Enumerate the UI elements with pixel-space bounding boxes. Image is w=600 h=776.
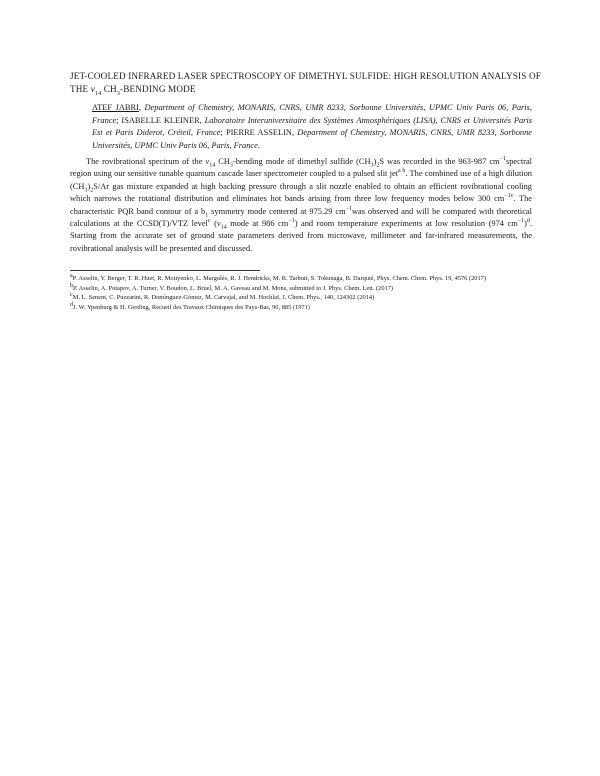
abstract-text: ) (524, 219, 527, 229)
subscript: 3 (84, 187, 88, 194)
author-affiliation: , Department of Chemistry, MONARIS, CNRS, UMR 8233, Sorbonne Universités, UPMC Univ Paris 06, Paris, France (92, 128, 532, 150)
footnote-ref: d (526, 218, 530, 225)
footnote-ref: c (207, 218, 211, 225)
author-name: PIERRE ASSELIN (225, 128, 292, 138)
title-ch-subscript: 3 (116, 90, 120, 97)
superscript: −1 (517, 218, 525, 225)
footnote (70, 293, 532, 303)
author-end: . (257, 140, 260, 150)
subscript: 2 (376, 162, 380, 169)
abstract (70, 156, 532, 255)
footnote (70, 274, 532, 284)
abstract-text: ) and room temperature experiments at low resolution (974 cm (294, 219, 518, 229)
footnote-divider (70, 270, 260, 271)
title-ch-text: CH (103, 84, 117, 94)
abstract-text: . The characteristic PQR band contour of a b (70, 194, 532, 216)
footnotes (70, 274, 532, 312)
footnote-text: J. W. Ypenburg & H. Gerding, Recueil des Travaux Chimiques des Pays-Bas, 90, 885 (1971) (73, 303, 310, 311)
footnote-ref: a b (398, 168, 406, 175)
subscript: 1 (205, 212, 209, 219)
abstract-text: . The combined use of a high dilution (CH (70, 169, 532, 191)
abstract-text: The rovibrational spectrum of the (86, 157, 206, 166)
author-name-presenting: ATEF JABRI (92, 103, 139, 112)
footnote-mark: c (70, 292, 73, 299)
subscript: 14 (220, 224, 227, 231)
title-text-end: -BENDING MODE (120, 84, 196, 94)
abstract-text: ) (87, 181, 91, 191)
title-nu-subscript: 14 (95, 90, 102, 97)
footnote-text: P. Asselin, A. Potapov, A. Turner, V. Boudon, L. Bruel, M. A. Gaveau and M. Mons, submitted to J. Phys. Chem. Lett. (2017) (73, 284, 394, 292)
subscript: 3 (229, 162, 233, 169)
abstract-text: S was recorded in the 963-987 cm (379, 157, 500, 166)
author-separator: ; (116, 115, 122, 125)
footnote-text: M. L. Senent, C. Puzzarini, R. Domínguez-Gómez, M. Carvajal, and M. Hochlaf, J. Chem. Phys., 140, 124302 (2014) (72, 294, 375, 302)
superscript: −1 (288, 218, 295, 225)
abstract-text: spectral region using our sensitive tunable quantum cascade laser spectrometer coupled to a pulsed slit jet (70, 157, 532, 179)
footnote-mark: d (70, 301, 73, 308)
footnote-mark: a (70, 272, 73, 279)
author-affiliation: , Department of Chemistry, MONARIS, CNRS, UMR 8233, Sorbonne Universités, UPMC Univ Paris 06, Paris, France (92, 103, 532, 125)
footnote (70, 284, 532, 294)
superscript: −1 (499, 156, 506, 163)
abstract-paragraph (70, 156, 532, 255)
author-block (92, 102, 532, 152)
subscript: 2 (90, 187, 94, 194)
superscript: −1c (504, 193, 514, 200)
author-name: ISABELLE KLEINER (121, 115, 200, 125)
subscript: 14 (209, 162, 216, 169)
abstract-text: CH (215, 157, 230, 166)
abstract-text: (ν (210, 219, 221, 229)
abstract-text: S/Ar gas mixture expanded at high backing pressure through a slit nozzle enabled to obtain an efficient rovibrational cooling which narrows the rotational distribution and eliminates hot bands arising from three low frequency modes below 300 cm (70, 181, 532, 204)
footnote-text: P. Asselin, Y. Berger, T. R. Huet, R. Motiyenko, L. Margulès, R. J. Hendricks, M. R. Tarbutt, S. Tokunaga, B. Darquié, Phys. Chem. Chem. Phys. 19, 4576 (2017) (72, 275, 487, 282)
abstract-text: ) (373, 157, 377, 166)
footnote-mark: b (70, 282, 73, 289)
abstract-text: symmetry mode centered at 975.29 cm (208, 206, 346, 216)
abstract-text: -bending mode of dimethyl sulfide (CH (232, 157, 371, 166)
abstract-text: . Starting from the accurate set of ground state parameters derived from microwave, millimeter and far-infrared measurements, the rovibrational analysis will be presented and discussed. (70, 219, 532, 253)
author-separator: ; (220, 128, 226, 138)
abstract-text: was observed and will be compared with theoretical calculations at the CCSD(T)/VTZ level (70, 206, 533, 229)
nu-symbol: ν (205, 157, 210, 166)
author-affiliation: , Laboratoire Interuniversitaire des Systèmes Atmosphériques (LISA), CNRS et Universités Paris Est et Paris Diderot, Créteil, France (92, 115, 532, 138)
abstract-text: mode at 986 cm (226, 219, 289, 229)
footnote (70, 303, 532, 313)
title-nu-symbol: ν (90, 84, 95, 94)
paper-title (70, 70, 550, 96)
subscript: 3 (370, 162, 374, 169)
title-text: JET-COOLED INFRARED LASER SPECTROSCOPY OF DIMETHYL SULFIDE: HIGH RESOLUTION ANALYSIS OF THE (70, 71, 542, 94)
superscript: −1 (345, 205, 352, 212)
